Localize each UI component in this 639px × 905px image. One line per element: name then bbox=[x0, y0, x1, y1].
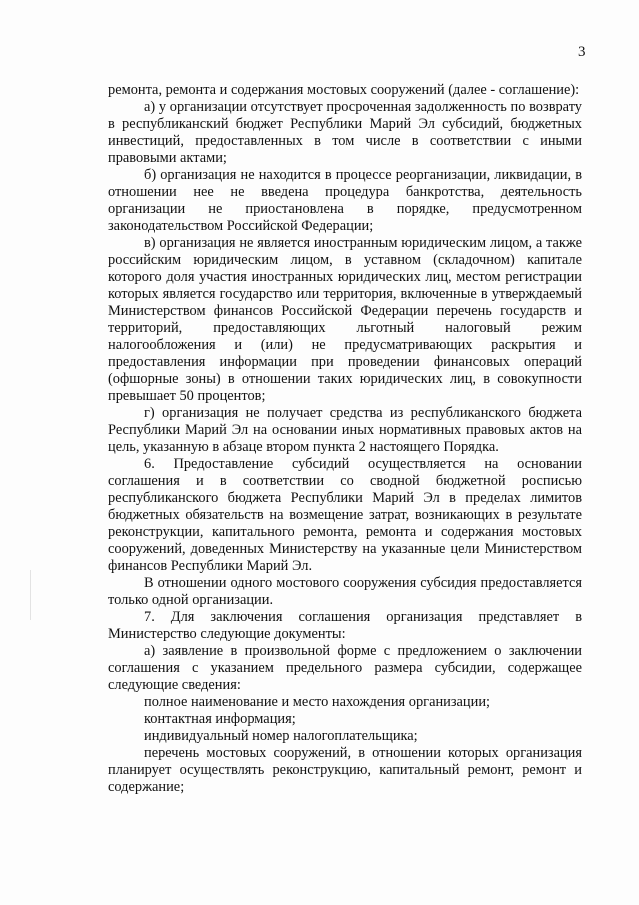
scan-margin-mark bbox=[30, 570, 31, 620]
paragraph-bridge-list: перечень мостовых сооружений, в отношении которых организация планирует осуществлять реконструкцию, капитальный ремонт, ремонт и содержание; bbox=[108, 745, 582, 795]
list-item-taxpayer-number: индивидуальный номер налогоплательщика; bbox=[144, 728, 418, 744]
page-number: 3 bbox=[578, 44, 586, 60]
paragraph-intro-continuation: ремонта, ремонта и содержания мостовых сооружений (далее - соглашение): bbox=[108, 82, 580, 98]
paragraph-item-v: в) организация не является иностранным юридическим лицом, а также российским юридическим лицом, в уставном (складочном) капитале которого доля участия иностранных юридических лиц, местом регистрации которых является государство или территория, включенные в утверждаемый Министерством финансов Российской Федерации перечень государств и территорий, предоставляющих льготный налоговый режим налогообложения и (или) не предусматривающих раскрытия и предоставления информации при проведении финансовых операций (офшорные зоны) в отношении таких юридических лиц, в совокупности превышает 50 процентов; bbox=[108, 235, 582, 404]
paragraph-clause-6: 6. Предоставление субсидий осуществляется на основании соглашения и в соответствии со сводной бюджетной росписью республиканского бюджета Республики Марий Эл в пределах лимитов бюджетных обязательств на возмещение затрат, возникающих в результате реконструкции, капитального ремонта, ремонта и содержания мостовых сооружений, доведенных Министерству на указанные цели Министерством финансов Республики Марий Эл. bbox=[108, 456, 582, 574]
paragraph-application-a: а) заявление в произвольной форме с предложением о заключении соглашения с указанием предельного размера субсидии, содержащее следующие сведения: bbox=[108, 643, 582, 693]
paragraph-item-b: б) организация не находится в процессе реорганизации, ликвидации, в отношении нее не введена процедура банкротства, деятельность организации не приостановлена в порядке, предусмотренном законодательством Российской Федерации; bbox=[108, 167, 582, 234]
list-item-full-name: полное наименование и место нахождения организации; bbox=[144, 694, 491, 710]
document-body bbox=[108, 82, 582, 796]
paragraph-item-g: г) организация не получает средства из республиканского бюджета Республики Марий Эл на основании иных нормативных правовых актов на цель, указанную в абзаце втором пункта 2 настоящего Порядка. bbox=[108, 405, 582, 455]
paragraph-one-organization: В отношении одного мостового сооружения субсидия предоставляется только одной организации. bbox=[108, 575, 582, 608]
list-item-contact-info: контактная информация; bbox=[144, 711, 296, 727]
paragraph-item-a: а) у организации отсутствует просроченная задолженность по возврату в республиканский бюджет Республики Марий Эл субсидий, бюджетных инвестиций, предоставленных в том числе в соответствии с иными правовыми актами; bbox=[108, 99, 582, 166]
paragraph-clause-7: 7. Для заключения соглашения организация представляет в Министерство следующие документы: bbox=[108, 609, 582, 642]
